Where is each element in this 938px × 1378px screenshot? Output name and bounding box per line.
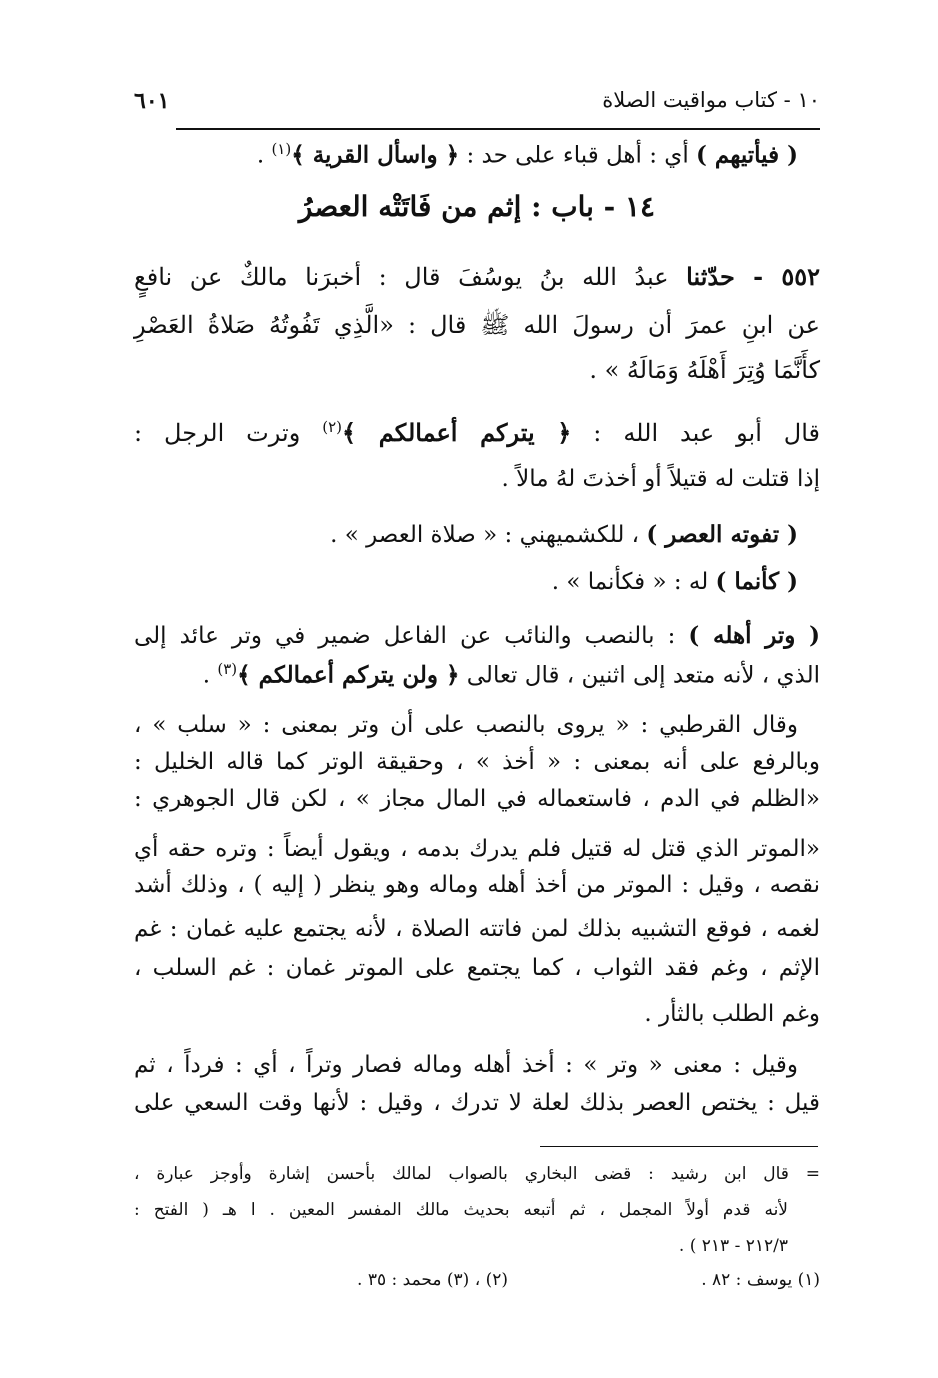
p1-text-b: وترت الرجل : <box>134 419 323 447</box>
footnote-cont-line-3: ٢١٢/٣ - ٢١٣ ) . <box>678 1236 788 1256</box>
footnote-1: (١) يوسف : ٨٢ . <box>701 1270 820 1290</box>
p1-line-2: إذا قتلت له قتيلاً أو أخذتَ لهُ مالاً . <box>501 466 820 492</box>
footnote-2-3: (٢) ، (٣) محمد : ٣٥ . <box>357 1270 508 1290</box>
p6-line-1: وقيل : معنى « وتر » : أخذ أهله وماله فصار وتراً ، أي : فرداً ، ثم <box>134 1052 798 1078</box>
p4-line-2 <box>203 660 820 689</box>
footnote-cont-line-2: لأنه قدم أولاً المجمل ، ثم أتبعه بحديث مالك المفسر المعين . ا هـ ( الفتح : <box>134 1200 788 1220</box>
p4-line-1 <box>134 622 820 649</box>
intro-text: أي : أهل قباء على حد : <box>459 142 697 169</box>
intro-line: ( فيأتيهم ) أي : أهل قباء على حد : ﴿ واسأل القرية ﴾$^{(١)}$ . <box>256 140 798 169</box>
p3-text: له : « فكأنما » . <box>551 569 716 595</box>
chapter-title: ١٤ - باب : إثم من فَاتَتْه العصرُ <box>298 190 656 223</box>
p2-line <box>330 521 798 548</box>
p4-text-2b: . <box>202 662 218 689</box>
p5-line-2: وبالرفع على أنه بمعنى : « أخذ » ، وحقيقة الوتر كما قاله الخليل : <box>134 749 820 775</box>
intro-quote: ﴿ واسأل القرية ﴾ <box>291 141 460 169</box>
page-number: ٦٠١ <box>134 88 170 114</box>
hadith-line-2: عن ابنِ عمرَ أن رسولَ الله ﷺ قال : «الَّذِي تَفُوتُهُ صَلاةُ العَصْرِ <box>134 311 820 339</box>
p4-footnote-ref: (٣) <box>217 660 238 678</box>
hadith-line-3: كأَنَّمَا وُتِرَ أَهْلَهُ وَمَالَهُ » . <box>589 356 820 384</box>
p1-footnote-ref: (٢) <box>322 418 342 436</box>
p2-bold: ( تفوته العصر ) <box>646 521 798 548</box>
p1-quote: ﴿ يتركم أعمالكم ﴾ <box>342 418 572 447</box>
p1-text-a: قال أبو عبد الله : <box>571 419 821 447</box>
p4-bold: ( وتر أهله ) <box>688 622 820 649</box>
chapter-heading: ١٠ - كتاب مواقيت الصلاة <box>602 88 820 112</box>
p3-bold: ( كأنما ) <box>715 568 798 595</box>
intro-bold: ( فيأتيهم ) <box>696 141 798 169</box>
p4-text-2a: الذي ، لأنه متعد إلى اثنين ، قال تعالى <box>459 662 820 689</box>
p5-line-6: لغمه ، فوقع التشبيه بذلك لمن فاتته الصلاة ، لأنه يجتمع عليه غمان : غم <box>134 916 820 942</box>
p4-quote: ﴿ ولن يتركم أعمالكم ﴾ <box>237 661 460 689</box>
page-header <box>134 86 820 120</box>
footnote-rule <box>540 1146 818 1147</box>
p5-line-3: «الظلم في الدم ، فاستعماله في المال مجاز » ، لكن قال الجوهري : <box>134 786 820 812</box>
header-rule <box>176 128 820 130</box>
p5-line-7: الإثم ، وغم فقد الثواب ، كما يجتمع على الموتر غمان : غم السلب ، <box>134 955 820 981</box>
p6-line-2: قيل : يختص العصر بذلك لعلة لا تدرك ، وقيل : لأنها وقت السعي على <box>134 1090 820 1116</box>
p5-line-4: «الموتر الذي قتل له قتيل فلم يدرك بدمه ، ويقول أيضاً : وتره حقه أي <box>134 836 820 862</box>
hadith-text-1: عبدُ الله بنُ يوسُفَ قال : أخبرَنا مالكٌ عن نافعٍ <box>134 263 687 291</box>
p5-line-5: نقصه ، وقيل : الموتر من أخذ أهله وماله وهو ينظر ( إليه ) ، وذلك أشد <box>134 872 820 898</box>
p2-text: ، للكشميهني : « صلاة العصر » . <box>330 522 647 548</box>
hadith-line-1 <box>134 262 820 291</box>
p4-text-1: : بالنصب والنائب عن الفاعل ضمير في وتر عائد إلى <box>134 623 689 649</box>
p5-line-1: وقال القرطبي : « يروى بالنصب على أن وتر بمعنى : « سلب » ، <box>134 712 798 738</box>
intro-footnote-ref: (١) <box>271 140 292 158</box>
footnote-cont-line-1: = قال ابن رشيد : قضى البخاري بالصواب لمالك بأحسن إشارة وأوجز عبارة ، <box>134 1164 820 1184</box>
p5-line-8: وغم الطلب بالثأر . <box>644 1001 820 1027</box>
p1-line-1 <box>134 418 820 447</box>
p3-line <box>552 568 798 595</box>
hadith-number: ٥٥٢ - حدّثنا <box>686 262 821 291</box>
